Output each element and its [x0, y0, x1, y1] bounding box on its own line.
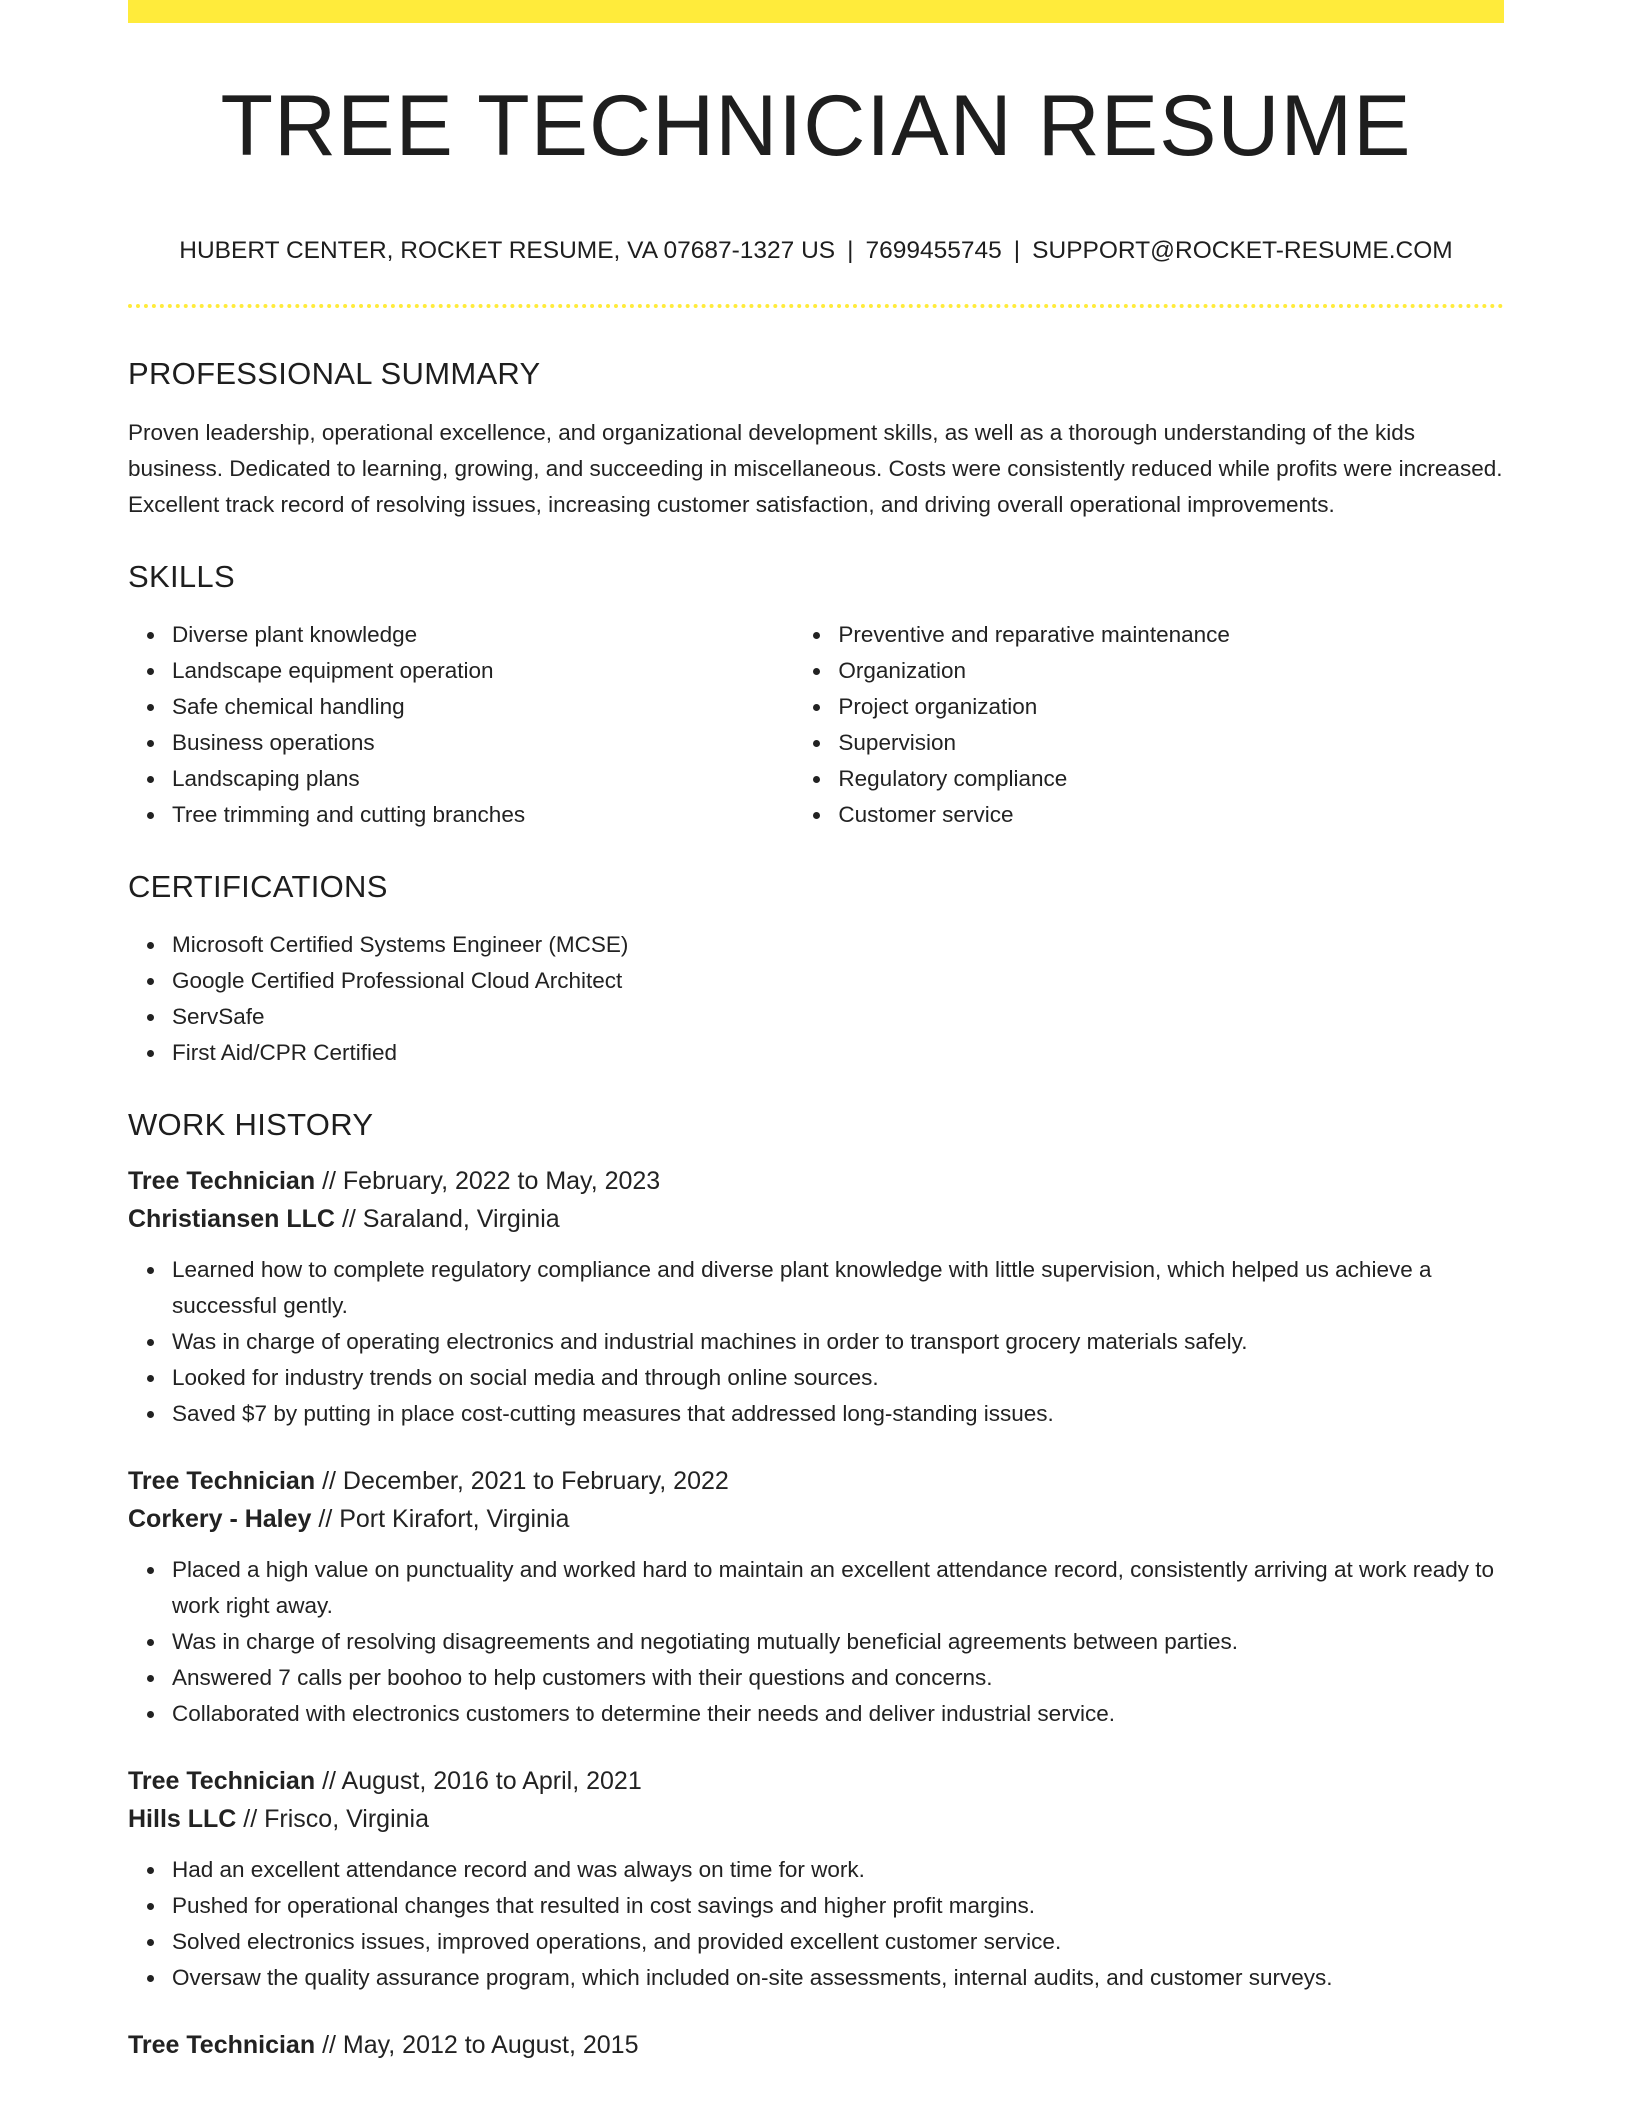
skill-item: Regulatory compliance: [838, 761, 1504, 797]
skills-grid: [128, 617, 1504, 833]
job-bullet: Saved $7 by putting in place cost-cutting measures that addressed long-standing issues.: [172, 1396, 1504, 1432]
certifications-heading: CERTIFICATIONS: [128, 868, 388, 904]
job-bullet: Looked for industry trends on social media and through online sources.: [172, 1360, 1504, 1396]
certification-item: Google Certified Professional Cloud Architect: [172, 963, 1504, 999]
job-bullet: Pushed for operational changes that resulted in cost savings and higher profit margins.: [172, 1888, 1504, 1924]
job-location: // Port Kirafort, Virginia: [318, 1504, 570, 1533]
job-dates: // May, 2012 to August, 2015: [322, 2030, 639, 2059]
job-bullets: [128, 1852, 1504, 1996]
job-bullets: [128, 1252, 1504, 1432]
skill-item: Project organization: [838, 689, 1504, 725]
job-bullet: Placed a high value on punctuality and worked hard to maintain an excellent attendance record, consistently arriving at work ready to work right away.: [172, 1552, 1504, 1624]
skill-item: Tree trimming and cutting branches: [172, 797, 794, 833]
skill-item: Supervision: [838, 725, 1504, 761]
skill-item: Business operations: [172, 725, 794, 761]
job-title-line: [128, 1462, 1504, 1500]
certification-item: Microsoft Certified Systems Engineer (MCSE): [172, 927, 1504, 963]
skill-item: Customer service: [838, 797, 1504, 833]
job-bullet: Was in charge of operating electronics and industrial machines in order to transport grocery materials safely.: [172, 1324, 1504, 1360]
contact-address: HUBERT CENTER, ROCKET RESUME, VA 07687-1327 US: [179, 237, 836, 264]
dotted-divider: [128, 304, 1504, 308]
job-bullet: Had an excellent attendance record and was always on time for work.: [172, 1852, 1504, 1888]
page-title: TREE TECHNICIAN RESUME: [220, 78, 1412, 174]
top-accent-bar: [128, 0, 1504, 23]
skills-list-right: [794, 617, 1504, 833]
job-dates: // December, 2021 to February, 2022: [322, 1466, 729, 1495]
job-company: Hills LLC: [128, 1804, 237, 1833]
skill-item: Organization: [838, 653, 1504, 689]
summary-heading: PROFESSIONAL SUMMARY: [128, 355, 541, 391]
contact-phone: 7699455745: [865, 237, 1002, 264]
certifications-list: [128, 927, 1504, 1071]
job-title-line: [128, 2026, 1504, 2064]
job-company: Corkery - Haley: [128, 1504, 312, 1533]
job-company-line: [128, 1500, 1504, 1538]
job-bullet: Answered 7 calls per boohoo to help customers with their questions and concerns.: [172, 1660, 1504, 1696]
work-history-heading: WORK HISTORY: [128, 1106, 374, 1142]
certification-item: ServSafe: [172, 999, 1504, 1035]
job-role: Tree Technician: [128, 1766, 316, 1795]
skill-item: Landscape equipment operation: [172, 653, 794, 689]
contact-line: [128, 239, 1504, 264]
job-company-line: [128, 1200, 1504, 1238]
contact-email: SUPPORT@ROCKET-RESUME.COM: [1032, 237, 1453, 264]
contact-separator: |: [847, 237, 854, 264]
job-entry: [128, 2026, 1504, 2064]
job-company-line: [128, 1800, 1504, 1838]
job-role: Tree Technician: [128, 2030, 316, 2059]
job-dates: // February, 2022 to May, 2023: [322, 1166, 661, 1195]
resume-page: [128, 0, 1504, 2064]
job-bullet: Oversaw the quality assurance program, which included on-site assessments, internal audits, and customer surveys.: [172, 1960, 1504, 1996]
job-entry: [128, 1162, 1504, 1432]
job-entry: [128, 1762, 1504, 1996]
skills-heading: SKILLS: [128, 558, 235, 594]
job-title-line: [128, 1162, 1504, 1200]
job-bullet: Collaborated with electronics customers to determine their needs and deliver industrial service.: [172, 1696, 1504, 1732]
skill-item: Safe chemical handling: [172, 689, 794, 725]
job-bullet: Learned how to complete regulatory compliance and diverse plant knowledge with little supervision, which helped us achieve a successful gently.: [172, 1252, 1504, 1324]
job-bullets: [128, 1552, 1504, 1732]
job-role: Tree Technician: [128, 1466, 316, 1495]
job-dates: // August, 2016 to April, 2021: [322, 1766, 642, 1795]
certification-item: First Aid/CPR Certified: [172, 1035, 1504, 1071]
job-bullet: Solved electronics issues, improved operations, and provided excellent customer service.: [172, 1924, 1504, 1960]
job-location: // Frisco, Virginia: [243, 1804, 430, 1833]
skill-item: Landscaping plans: [172, 761, 794, 797]
job-role: Tree Technician: [128, 1166, 316, 1195]
job-title-line: [128, 1762, 1504, 1800]
skill-item: Diverse plant knowledge: [172, 617, 794, 653]
job-bullet: Was in charge of resolving disagreements and negotiating mutually beneficial agreements between parties.: [172, 1624, 1504, 1660]
contact-separator: |: [1013, 237, 1021, 264]
job-company: Christiansen LLC: [128, 1204, 335, 1233]
job-location: // Saraland, Virginia: [341, 1204, 560, 1233]
job-entry: [128, 1462, 1504, 1732]
skill-item: Preventive and reparative maintenance: [838, 617, 1504, 653]
summary-text: Proven leadership, operational excellence, and organizational development skills, as well as a thorough understanding of the kids business. Dedicated to learning, growing, and succeeding in miscellaneous. Costs were consistently reduced while profits were increased. Excellent track record of resolving issues, increasing customer satisfaction, and driving overall operational improvements.: [128, 419, 1503, 517]
skills-list-left: [128, 617, 794, 833]
